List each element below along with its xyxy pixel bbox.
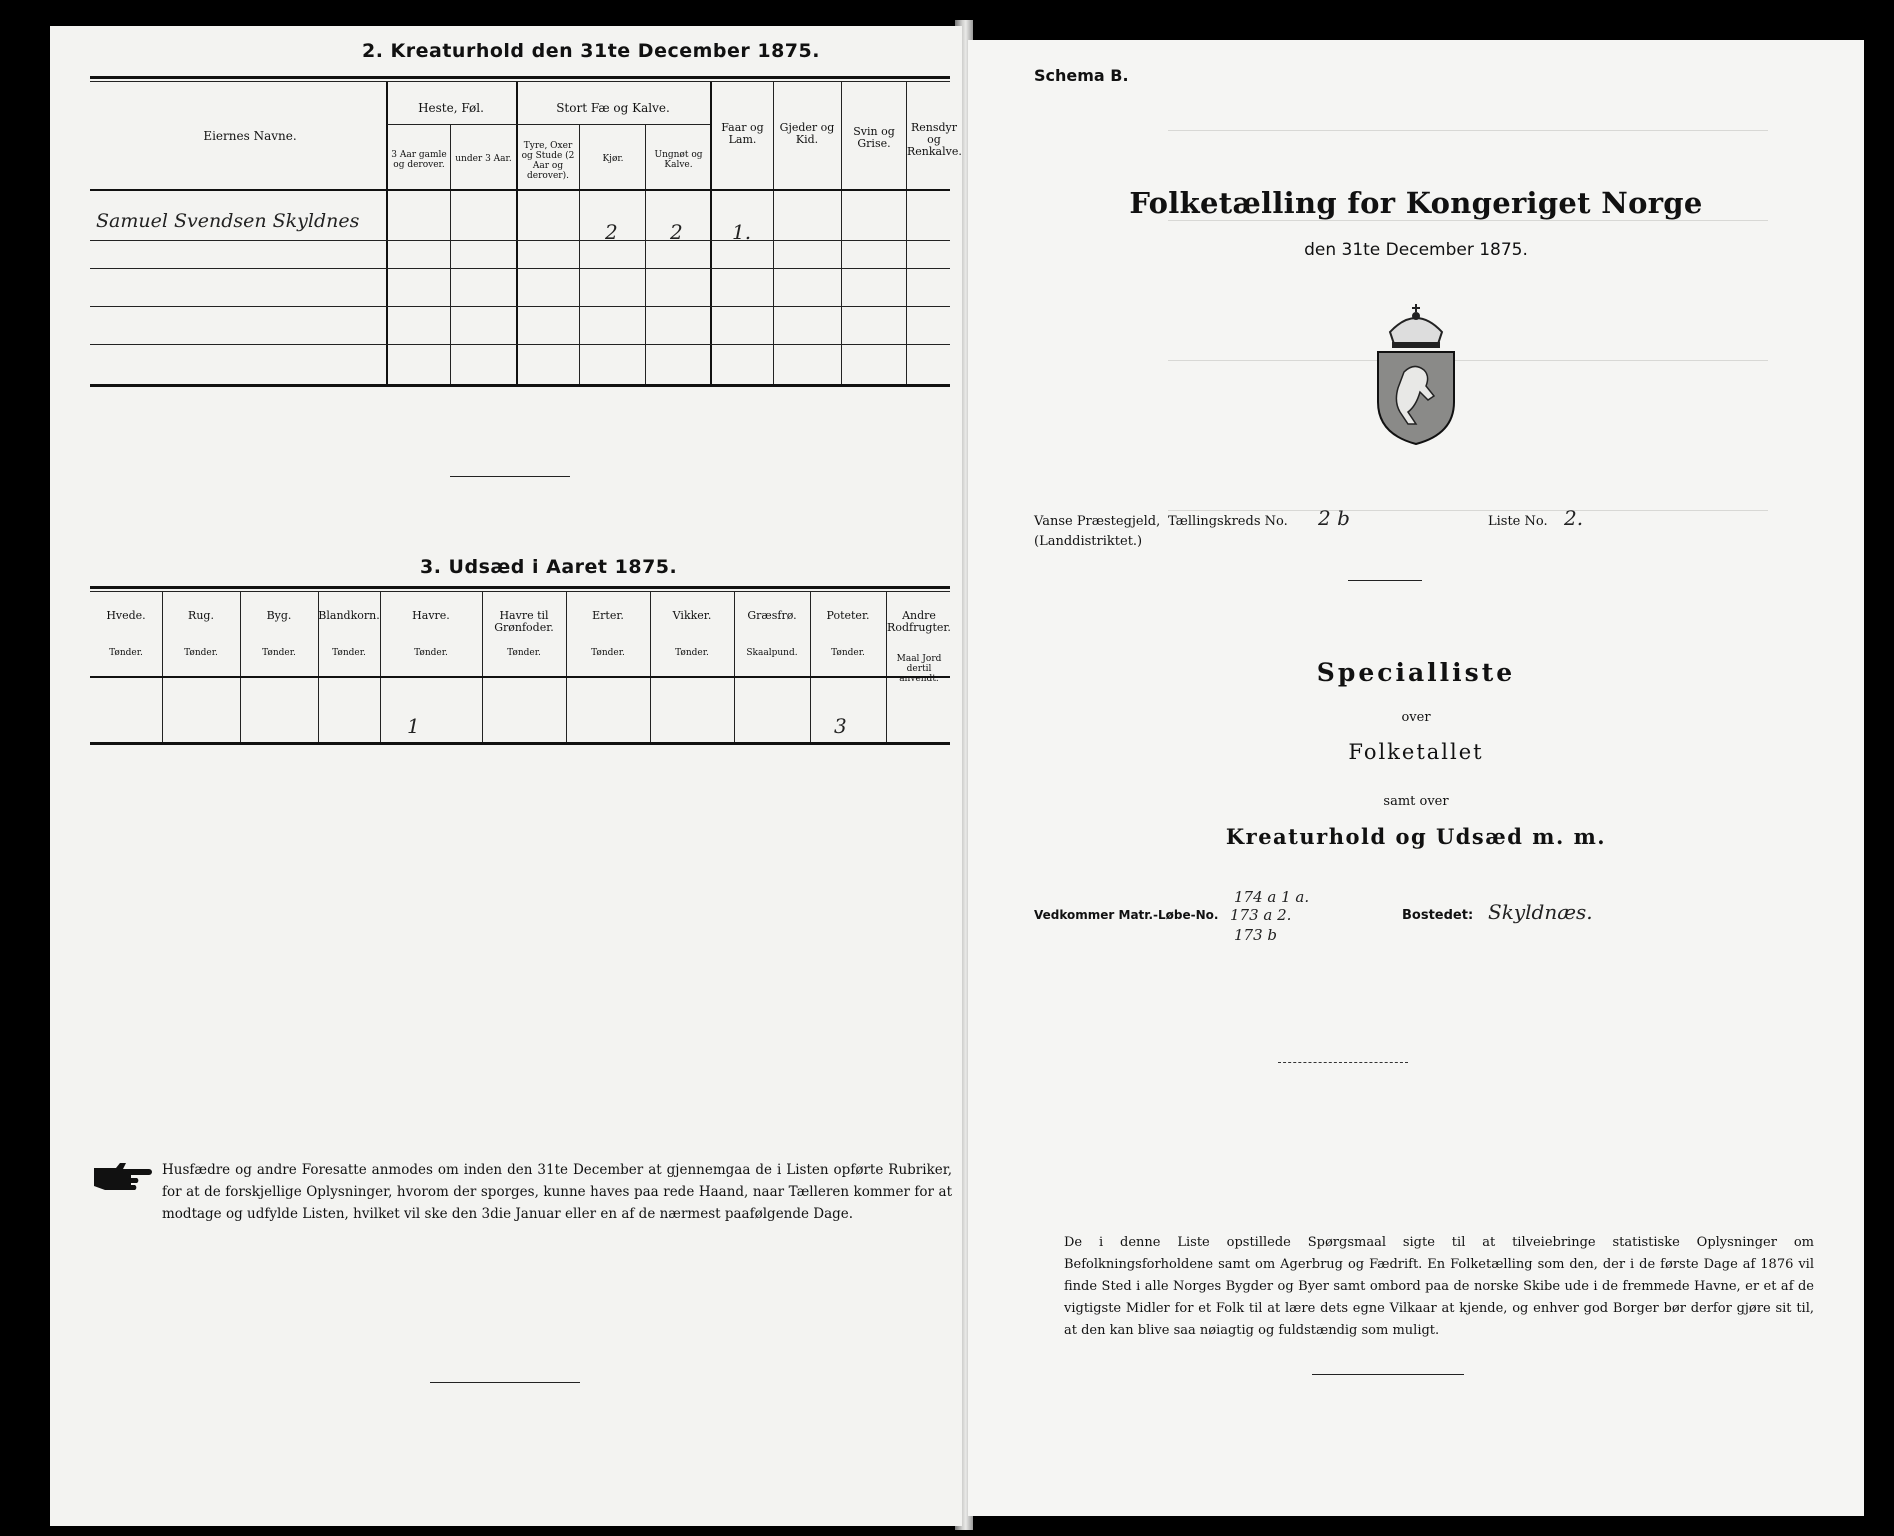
ungnot-header: Ungnøt og Kalve. (654, 150, 703, 170)
group-rule (387, 124, 710, 125)
matr-value-1: 174 a 1 a. (1234, 888, 1310, 906)
col-divider (386, 82, 388, 386)
section2-top-rule-thin (90, 81, 950, 82)
faar-header: Faar og Lam. (721, 121, 764, 146)
separator (450, 476, 570, 477)
kreaturhold-heading: Kreaturhold og Udsæd m. m. (1225, 824, 1607, 849)
ungnot-value: 2 (670, 220, 683, 244)
udsaed-col-name: Byg. (266, 609, 292, 622)
schema-label: Schema B. (1034, 66, 1129, 85)
owner-name: Samuel Svendsen Skyldnes (96, 210, 360, 232)
prestegjeld-label: Vanse Præstegjeld, (1034, 514, 1161, 529)
right-page (968, 40, 1864, 1516)
udsaed-col-unit: Tønder. (831, 648, 865, 658)
udsaed-col-unit: Tønder. (591, 648, 625, 658)
matr-label: Vedkommer Matr.-Løbe-No. (1034, 908, 1219, 922)
udsaed-col-unit: Maal Jord dertil anvendt. (896, 654, 942, 684)
udsaed-col-unit: Tønder. (507, 648, 541, 658)
row-rule (90, 306, 950, 307)
kjor-header: Kjør. (602, 154, 624, 164)
faar-value: 1. (732, 220, 752, 244)
heste-3aar-header: 3 Aar gamle og derover. (391, 150, 447, 170)
kreds-label: Tællingskreds No. (1168, 514, 1288, 529)
udsaed-col-unit: Tønder. (332, 648, 366, 658)
matr-value-3: 173 b (1234, 926, 1278, 944)
pointing-hand-icon (92, 1160, 154, 1192)
kreds-value: 2 b (1318, 506, 1350, 530)
havre-value: 1 (407, 714, 420, 738)
main-title: Folketælling for Kongeriget Norge (1129, 186, 1703, 220)
bleed-through (1168, 130, 1768, 131)
udsaed-col-unit: Tønder. (414, 648, 448, 658)
stortfae-group-header: Stort Fæ og Kalve. (556, 101, 670, 115)
separator (1278, 1062, 1408, 1063)
col-divider (579, 124, 580, 386)
bostedet-label: Bostedet: (1402, 908, 1474, 923)
section3-top-rule-thin (90, 591, 950, 592)
liste-value: 2. (1564, 506, 1584, 530)
owner-header: Eiernes Navne. (203, 129, 297, 143)
svin-header: Svin og Grise. (853, 125, 895, 150)
col-divider (450, 124, 451, 386)
udsaed-col-name: Hvede. (106, 609, 146, 622)
separator (430, 1382, 580, 1383)
row-rule (90, 344, 950, 345)
udsaed-col-name: Poteter. (826, 609, 870, 622)
matr-value-2: 173 a 2. (1230, 906, 1292, 924)
udsaed-col-unit: Skaalpund. (746, 648, 798, 658)
liste-label: Liste No. (1488, 514, 1548, 529)
udsaed-col-unit: Tønder. (184, 648, 218, 658)
section2-bottom-rule (90, 384, 950, 387)
udsaed-col-name: Erter. (592, 609, 624, 622)
udsaed-col-name: Andre Rodfrugter. (887, 609, 951, 634)
separator (1348, 580, 1422, 581)
col-divider (645, 124, 646, 386)
gjeder-header: Gjeder og Kid. (779, 121, 835, 146)
heste-group-header: Heste, Føl. (418, 101, 484, 115)
specialliste-heading: Specialliste (1316, 658, 1516, 687)
bleed-through (1168, 360, 1768, 361)
udsaed-col-name: Blandkorn. (318, 609, 380, 622)
header-bottom-rule (90, 189, 950, 191)
rensdyr-header: Rensdyr og Renkalve. (907, 121, 962, 158)
udsaed-col-name: Havre. (412, 609, 450, 622)
col-divider (516, 82, 518, 386)
bleed-through (1168, 220, 1768, 221)
section2-top-rule (90, 76, 950, 79)
heste-under3-header: under 3 Aar. (455, 154, 512, 164)
folketallet-heading: Folketallet (1348, 740, 1484, 764)
section3-bottom-rule (90, 742, 950, 745)
tyre-header: Tyre, Oxer og Stude (2 Aar og derover). (521, 141, 575, 181)
footer-text: De i denne Liste opstillede Spørgsmaal sigte til at tilveiebringe statistiske Oplysninger om Befolkningsforholdene samt om Agerbrug og Fædrift. En Folketælling som den, der i de første Dage af 1876 vil finde Sted i alle Norges Bygder og Byer samt ombord paa de norske Skibe ude i de fremmede Havne, er et af de vigtigste Midler for et Folk til at lære dets egne Vilkaar at kjende, og enhver god Borger bør derfor gjøre sit til, at den kan blive saa nøiagtig og fuldstændig som muligt. (1064, 1235, 1814, 1338)
udsaed-col-name: Rug. (188, 609, 214, 622)
left-page (50, 26, 962, 1526)
row-rule (90, 240, 950, 241)
norway-lion-crest-icon (1368, 302, 1464, 446)
bleed-through (1168, 510, 1768, 511)
udsaed-col-unit: Tønder. (109, 648, 143, 658)
udsaed-col-name: Havre til Grønfoder. (494, 609, 554, 634)
section3-title: 3. Udsæd i Aaret 1875. (420, 556, 678, 578)
section2-title: 2. Kreaturhold den 31te December 1875. (362, 40, 820, 62)
udsaed-col-unit: Tønder. (262, 648, 296, 658)
date-line: den 31te December 1875. (1304, 240, 1528, 260)
bostedet-value: Skyldnæs. (1488, 900, 1593, 924)
separator (1312, 1374, 1464, 1375)
poteter-value: 3 (834, 714, 847, 738)
samt-over-text: samt over (1383, 794, 1449, 809)
landdistrikt-label: (Landdistriktet.) (1034, 534, 1143, 549)
udsaed-col-name: Vikker. (672, 609, 712, 622)
kjor-value: 2 (605, 220, 618, 244)
section3-header-bottom (90, 676, 950, 678)
udsaed-col-name: Græsfrø. (747, 609, 797, 622)
section3-top-rule (90, 586, 950, 589)
over-text: over (1401, 710, 1431, 725)
udsaed-col-unit: Tønder. (675, 648, 709, 658)
notice-text: Husfædre og andre Foresatte anmodes om inden den 31te December at gjennemgaa de i Listen opførte Rubriker, for at de forskjellige Oplysninger, hvorom der sporges, kunne haves paa rede Haand, naar Tælleren kommer for at modtage og udfylde Listen, hvilket vil ske den 3die Januar eller en af de nærmest paafølgende Dage. (162, 1162, 952, 1222)
row-rule (90, 268, 950, 269)
